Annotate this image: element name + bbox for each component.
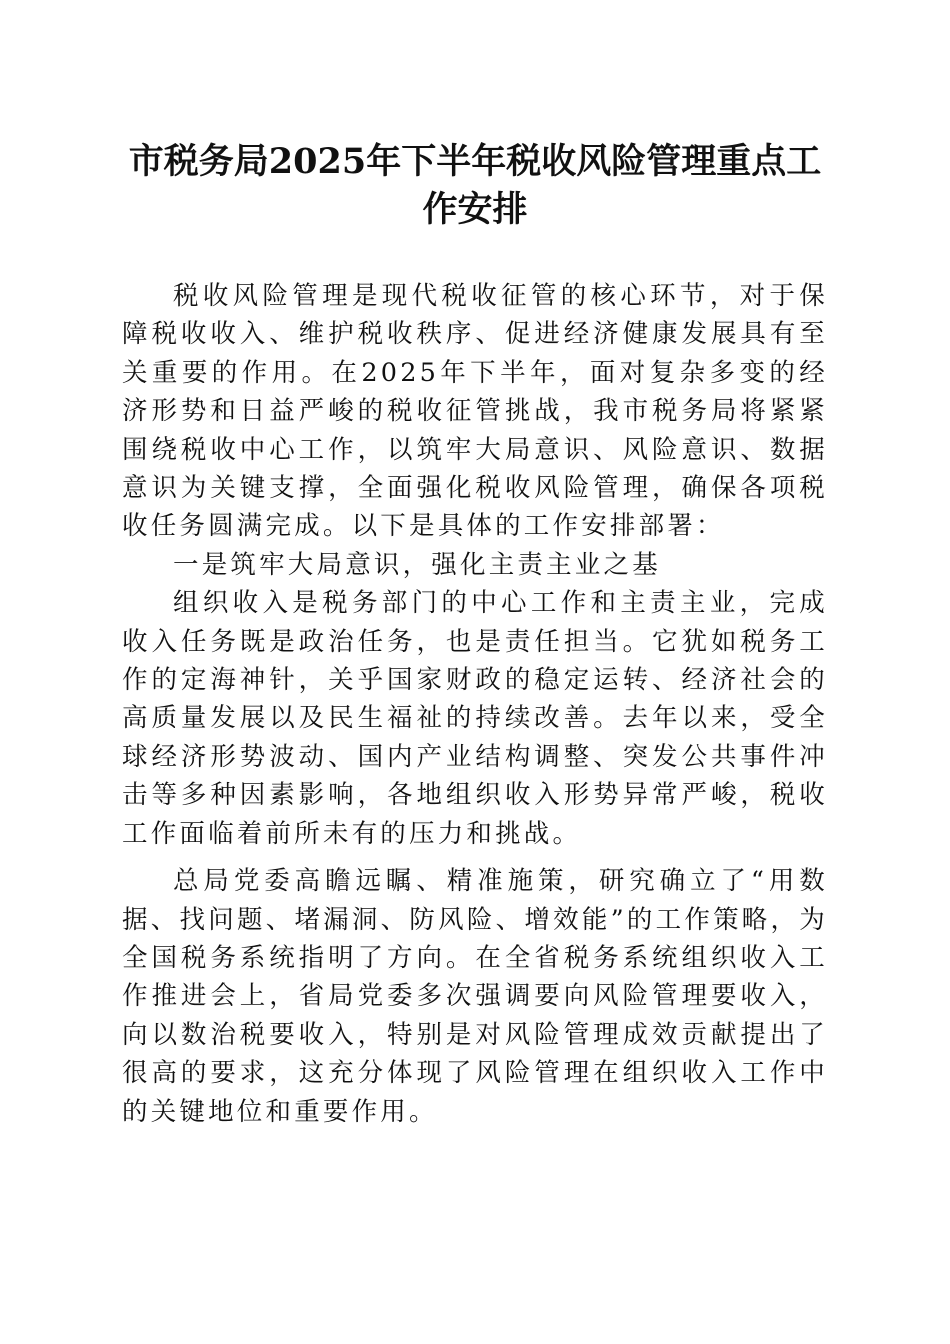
section-paragraph-1: 组织收入是税务部门的中心工作和主责主业，完成收入任务既是政治任务，也是责任担当。它犹如税务工作的定海神针，关乎国家财政的稳定运转、经济社会的高质量发展以及民生福祉的持续改善。去年以来，受全球经济形势波动、国内产业结构调整、突发公共事件冲击等多种因素影响，各地组织收入形势异常严峻，税收工作面临着前所未有的压力和挑战。 (122, 588, 828, 849)
section-heading: 一是筑牢大局意识，强化主责主业之基 (173, 549, 661, 580)
document-title: 市税务局2025年下半年税收风险管理重点工作安排 (128, 141, 822, 230)
intro-paragraph: 税收风险管理是现代税收征管的核心环节，对于保障税收收入、维护税收秩序、促进经济健康发展具有至关重要的作用。在2025年下半年，面对复杂多变的经济形势和日益严峻的税收征管挑战，我市税务局将紧紧围绕税收中心工作，以筑牢大局意识、风险意识、数据意识为关键支撑，全面强化税收风险管理，确保各项税收任务圆满完成。以下是具体的工作安排部署： (122, 281, 828, 542)
section-paragraph-2: 总局党委高瞻远瞩、精准施策，研究确立了“用数据、找问题、堵漏洞、防风险、增效能”的工作策略，为全国税务系统指明了方向。在全省税务系统组织收入工作推进会上，省局党委多次强调要向风险管理要收入，向以数治税要收入，特别是对风险管理成效贡献提出了很高的要求，这充分体现了风险管理在组织收入工作中的关键地位和重要作用。 (122, 866, 828, 1127)
document-body (122, 277, 828, 1131)
